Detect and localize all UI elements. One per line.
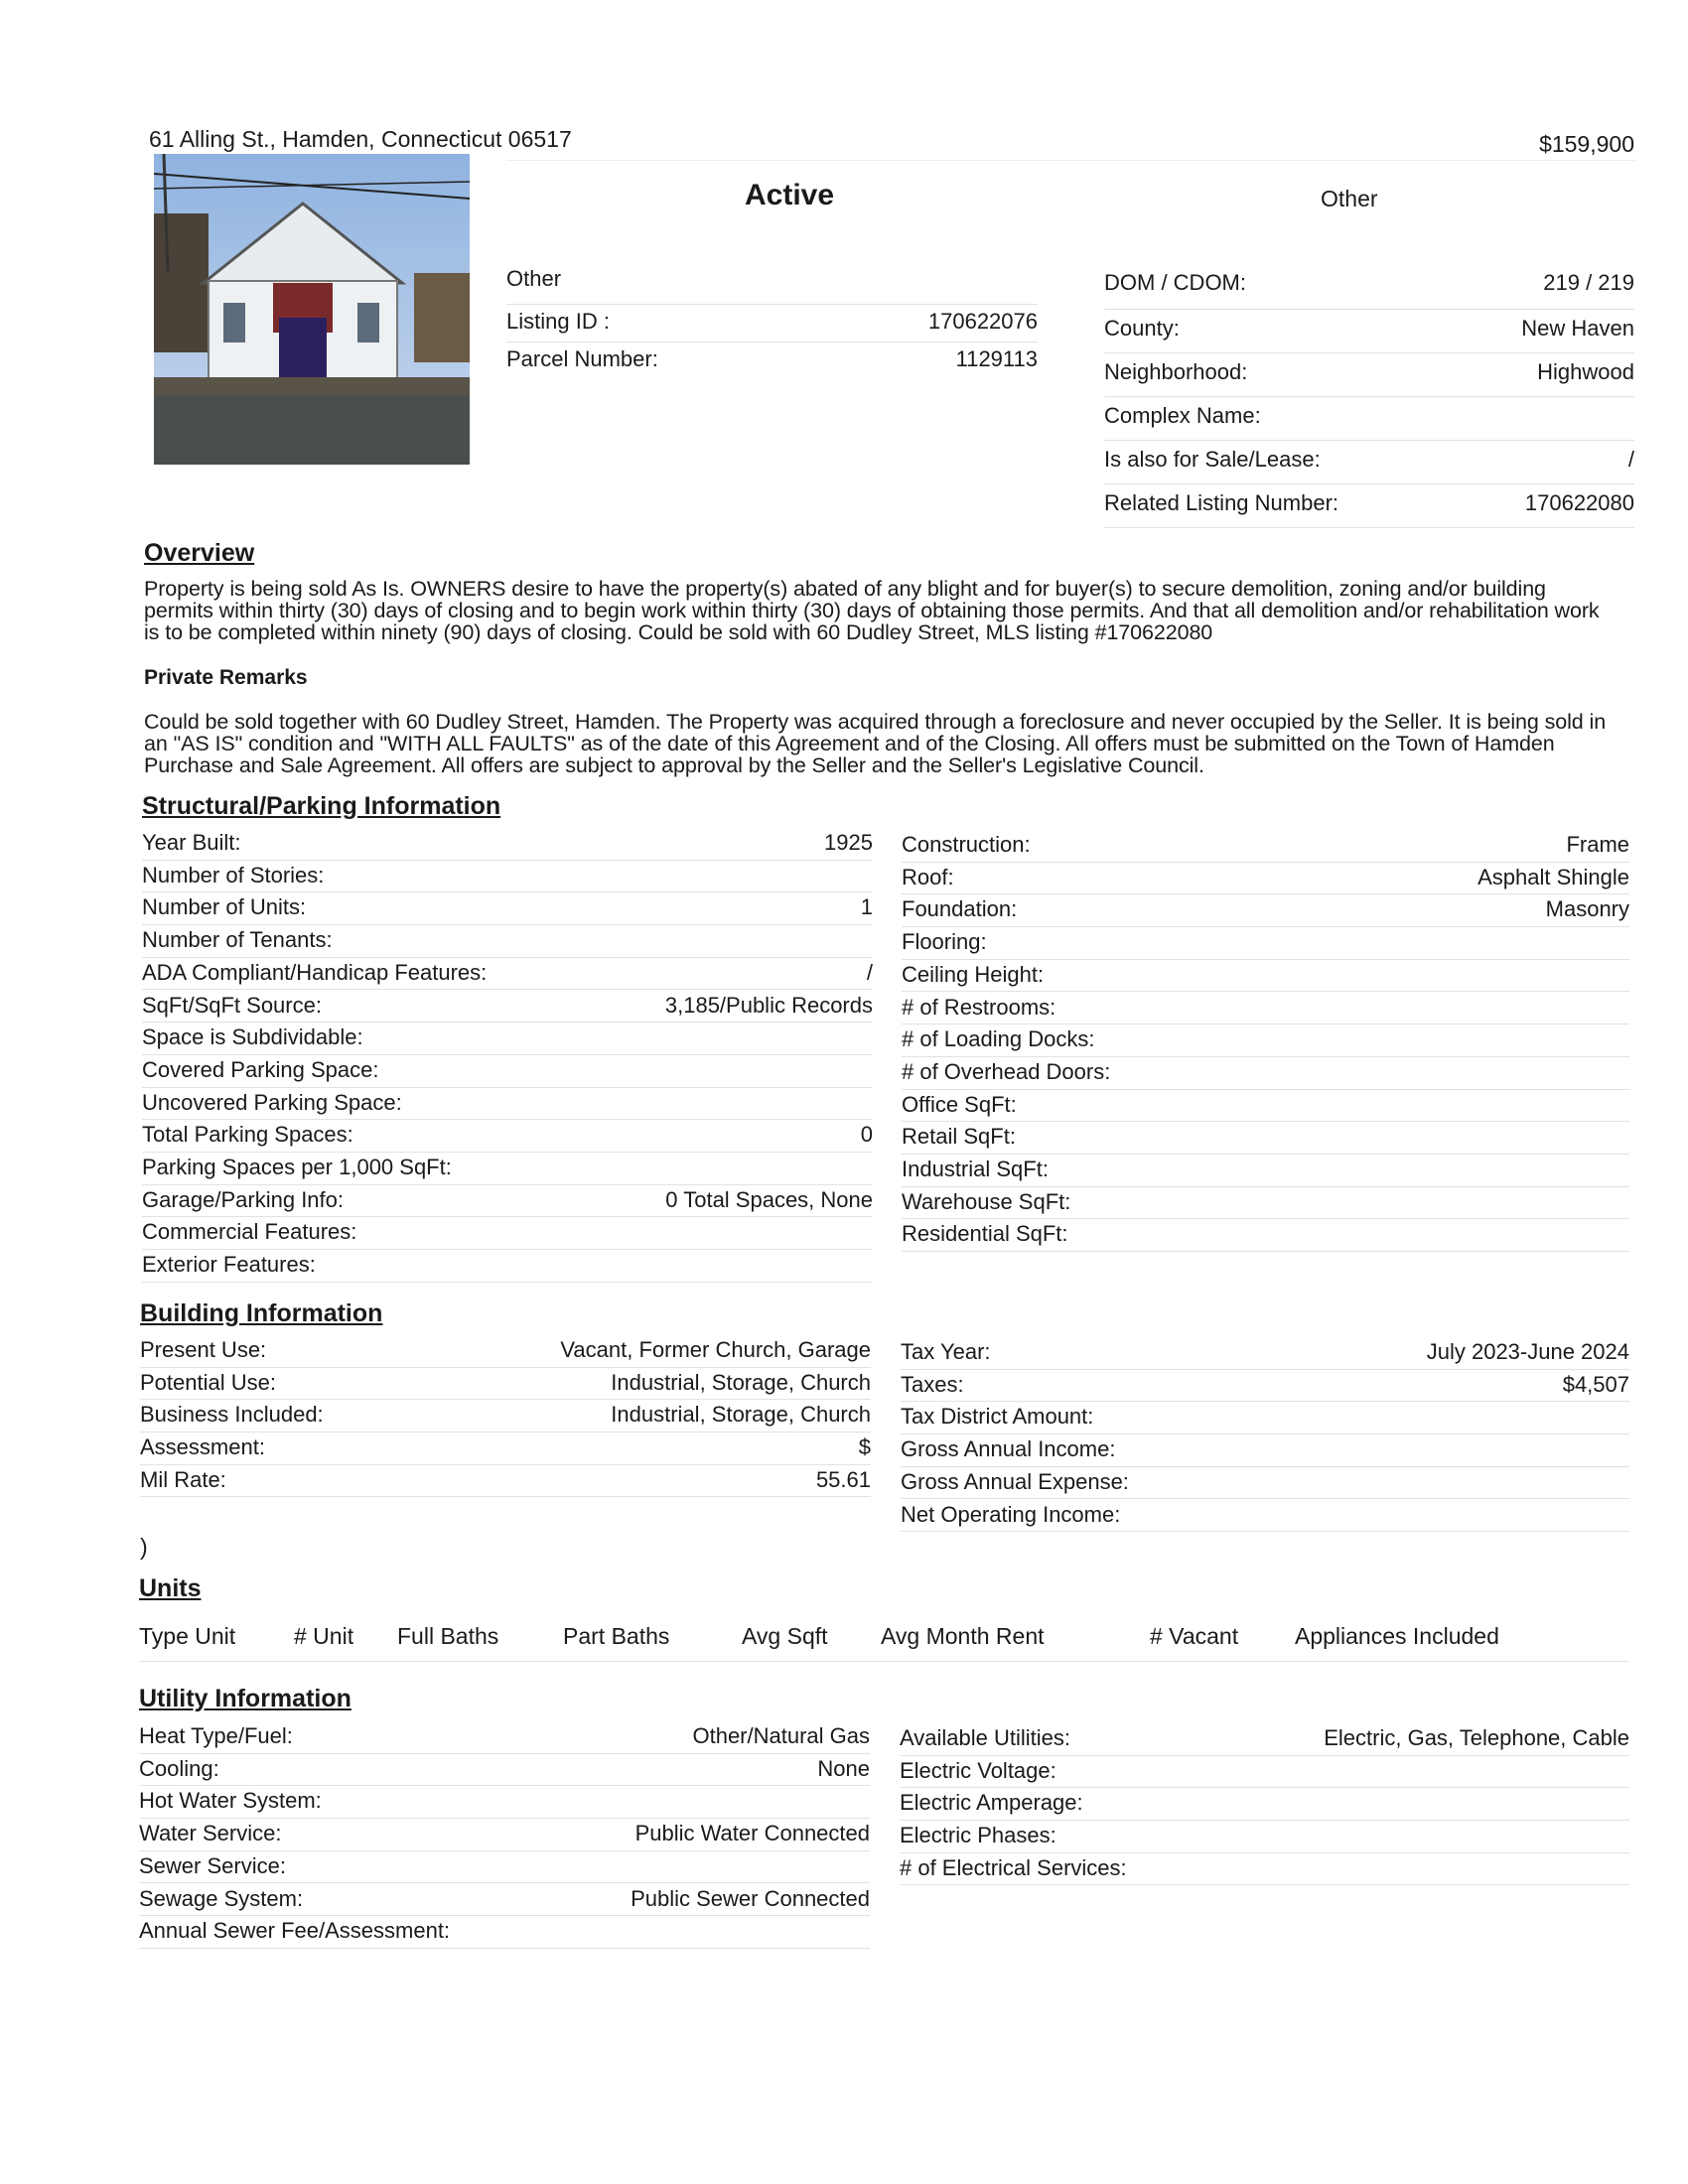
detail-row — [142, 1185, 873, 1218]
detail-label: # of Electrical Services: — [900, 1854, 1127, 1880]
detail-row — [901, 1370, 1629, 1403]
detail-label: Water Service: — [139, 1821, 282, 1846]
detail-row — [902, 894, 1629, 927]
detail-value: 1 — [860, 894, 873, 920]
header-divider — [506, 160, 1636, 161]
status-badge: Active — [745, 179, 835, 211]
summary-label: DOM / CDOM: — [1104, 270, 1246, 295]
summary-label: Complex Name: — [1104, 403, 1261, 428]
detail-label: Flooring: — [902, 929, 987, 955]
detail-label: Assessment: — [140, 1434, 265, 1460]
listing-price: $159,900 — [1539, 131, 1634, 157]
units-col-appliances: Appliances Included — [1295, 1623, 1499, 1649]
detail-row — [902, 1024, 1629, 1057]
summary-row — [1104, 310, 1634, 353]
units-col-part-baths: Part Baths — [563, 1623, 670, 1649]
detail-label: # of Loading Docks: — [902, 1026, 1095, 1052]
detail-value: Other/Natural Gas — [692, 1723, 870, 1748]
detail-label: Construction: — [902, 832, 1031, 857]
detail-label: Uncovered Parking Space: — [142, 1089, 402, 1115]
detail-label: Retail SqFt: — [902, 1124, 1016, 1150]
detail-label: Electric Phases: — [900, 1823, 1056, 1848]
units-title: Units — [139, 1574, 202, 1602]
summary-label: County: — [1104, 316, 1180, 341]
structural-title: Structural/Parking Information — [142, 792, 501, 820]
detail-label: Mil Rate: — [140, 1466, 226, 1492]
detail-value: Asphalt Shingle — [1477, 864, 1629, 889]
detail-label: # of Overhead Doors: — [902, 1058, 1111, 1084]
detail-value: $ — [858, 1434, 871, 1460]
units-col-avg-month-rent: Avg Month Rent — [881, 1623, 1045, 1649]
detail-label: Electric Voltage: — [900, 1757, 1056, 1783]
detail-row — [142, 1055, 873, 1088]
detail-label: Gross Annual Income: — [901, 1436, 1116, 1462]
detail-label: Potential Use: — [140, 1369, 276, 1395]
units-col-full-baths: Full Baths — [397, 1623, 499, 1649]
detail-row — [139, 1754, 870, 1787]
detail-label: Parking Spaces per 1,000 SqFt: — [142, 1155, 452, 1179]
detail-value: 55.61 — [815, 1466, 871, 1492]
summary-value: / — [1627, 447, 1634, 472]
detail-row — [139, 1884, 870, 1917]
detail-label: # of Restrooms: — [902, 994, 1056, 1020]
detail-row — [901, 1402, 1629, 1434]
detail-label: Net Operating Income: — [901, 1501, 1121, 1527]
overview-title: Overview — [144, 539, 255, 567]
detail-label: Cooling: — [139, 1755, 219, 1781]
detail-value: Industrial, Storage, Church — [611, 1369, 871, 1395]
stray-mark: ) — [140, 1534, 148, 1560]
detail-row — [900, 1853, 1629, 1886]
detail-label: Number of Stories: — [142, 862, 325, 887]
detail-value: / — [866, 959, 873, 985]
detail-row — [142, 1217, 873, 1250]
units-header — [139, 1623, 1628, 1662]
detail-value: 3,185/Public Records — [664, 992, 873, 1018]
detail-row — [900, 1788, 1629, 1821]
detail-row — [902, 863, 1629, 895]
summary-value: 219 / 219 — [1543, 270, 1634, 295]
summary-label: Parcel Number: — [506, 346, 658, 371]
detail-label: Annual Sewer Fee/Assessment: — [139, 1918, 451, 1944]
detail-row — [142, 991, 873, 1024]
detail-label: Sewer Service: — [139, 1852, 286, 1878]
summary-subtype: Other — [506, 266, 562, 291]
detail-value: $4,507 — [1562, 1371, 1629, 1397]
detail-row — [902, 1122, 1629, 1155]
parcel-number-value: 1129113 — [955, 346, 1038, 371]
property-type: Other — [1321, 186, 1378, 211]
summary-row — [506, 342, 1038, 380]
summary-row — [1104, 397, 1634, 441]
detail-row — [140, 1433, 871, 1465]
detail-row — [902, 1090, 1629, 1123]
summary-label: Neighborhood: — [1104, 359, 1248, 384]
utility-title: Utility Information — [139, 1685, 352, 1712]
summary-row — [1104, 353, 1634, 397]
detail-row — [901, 1467, 1629, 1500]
detail-row — [142, 1088, 873, 1121]
detail-value: Vacant, Former Church, Garage — [560, 1337, 871, 1362]
detail-label: Residential SqFt: — [902, 1221, 1068, 1247]
detail-row — [139, 1721, 870, 1754]
detail-label: Available Utilities: — [900, 1725, 1071, 1750]
detail-row — [902, 1219, 1629, 1252]
detail-label: Heat Type/Fuel: — [139, 1723, 293, 1748]
private-remarks-title: Private Remarks — [144, 666, 308, 689]
overview-text: Property is being sold As Is. OWNERS desire to have the property(s) abated of any blight and for buyer(s) to secure demolition, zoning and/or building permits within thirty (30) days of closing and to begin work within thirty (30) days of obtaining those permits. And that all demolition and/or rehabilitation work is to be completed within ninety (90) days of closing. Could be sold with 60 Dudley Street, MLS listing #170622080 — [144, 577, 1600, 644]
summary-value: Highwood — [1537, 359, 1634, 384]
detail-row — [902, 993, 1629, 1025]
detail-row — [139, 1786, 870, 1819]
detail-label: Garage/Parking Info: — [142, 1186, 345, 1212]
detail-value: 0 Total Spaces, None — [665, 1186, 873, 1212]
units-col-unit-count: # Unit — [294, 1623, 354, 1649]
detail-value: 0 — [860, 1122, 873, 1148]
listing-id-value: 170622076 — [927, 309, 1038, 334]
detail-row — [902, 960, 1629, 993]
house-photo-illustration — [154, 154, 470, 465]
summary-subtype-row — [506, 266, 1038, 305]
detail-label: ADA Compliant/Handicap Features: — [142, 959, 488, 985]
detail-value: 1925 — [824, 830, 873, 855]
summary-row — [1104, 441, 1634, 484]
detail-row — [900, 1723, 1629, 1756]
detail-label: Tax District Amount: — [901, 1404, 1094, 1430]
detail-value: July 2023-June 2024 — [1426, 1339, 1629, 1364]
detail-label: Space is Subdividable: — [142, 1024, 363, 1050]
detail-row — [902, 1057, 1629, 1090]
detail-row — [901, 1500, 1629, 1533]
detail-row — [142, 1153, 873, 1185]
detail-value: Masonry — [1545, 896, 1629, 922]
detail-row — [140, 1400, 871, 1433]
detail-row — [139, 1916, 870, 1949]
detail-row — [142, 958, 873, 991]
detail-row — [140, 1368, 871, 1401]
detail-value: Public Water Connected — [634, 1821, 870, 1846]
detail-label: Ceiling Height: — [902, 961, 1045, 987]
units-col-vacant: # Vacant — [1150, 1623, 1239, 1649]
property-photo — [154, 154, 470, 465]
detail-label: Hot Water System: — [139, 1788, 322, 1814]
summary-label: Related Listing Number: — [1104, 490, 1339, 515]
detail-row — [139, 1819, 870, 1851]
detail-value: None — [817, 1755, 870, 1781]
detail-row — [900, 1821, 1629, 1853]
detail-label: Foundation: — [902, 896, 1018, 922]
detail-value: Public Sewer Connected — [631, 1885, 870, 1911]
summary-row — [1104, 266, 1634, 310]
summary-row — [506, 305, 1038, 342]
detail-label: Business Included: — [140, 1402, 324, 1428]
detail-label: Total Parking Spaces: — [142, 1122, 353, 1148]
detail-row — [142, 1120, 873, 1153]
detail-value: Electric, Gas, Telephone, Cable — [1324, 1725, 1629, 1750]
units-col-type-unit: Type Unit — [139, 1623, 236, 1649]
summary-label: Is also for Sale/Lease: — [1104, 447, 1321, 472]
detail-label: Gross Annual Expense: — [901, 1468, 1129, 1494]
detail-label: Industrial SqFt: — [902, 1157, 1049, 1181]
building-title: Building Information — [140, 1299, 383, 1327]
summary-value: New Haven — [1521, 316, 1634, 341]
detail-label: Year Built: — [142, 830, 241, 855]
units-col-avg-sqft: Avg Sqft — [742, 1623, 828, 1649]
private-remarks-text: Could be sold together with 60 Dudley Street, Hamden. The Property was acquired through a foreclosure and never occupied by the Seller. It is being sold in an "AS IS" condition and "WITH ALL FAULTS" as of the date of this Agreement and of the Closing. All offers must be submitted on the Town of Hamden Purchase and Sale Agreement. All offers are subject to approval by the Seller and the Seller's Legislative Council. — [144, 710, 1607, 777]
detail-row — [142, 828, 873, 861]
detail-row — [902, 1187, 1629, 1220]
detail-row — [142, 892, 873, 925]
detail-label: Exterior Features: — [142, 1252, 316, 1278]
detail-row — [902, 1155, 1629, 1187]
detail-row — [140, 1335, 871, 1368]
detail-label: Tax Year: — [901, 1339, 991, 1364]
detail-row — [901, 1434, 1629, 1467]
detail-value: Frame — [1566, 832, 1629, 857]
detail-row — [902, 927, 1629, 960]
detail-label: Electric Amperage: — [900, 1790, 1083, 1816]
detail-row — [142, 1023, 873, 1055]
detail-label: Office SqFt: — [902, 1091, 1017, 1117]
summary-value: 170622080 — [1524, 490, 1634, 515]
detail-label: Present Use: — [140, 1337, 267, 1362]
detail-label: SqFt/SqFt Source: — [142, 992, 322, 1018]
detail-row — [902, 830, 1629, 863]
detail-label: Number of Units: — [142, 894, 307, 920]
detail-label: Warehouse SqFt: — [902, 1188, 1071, 1214]
detail-row — [142, 925, 873, 958]
detail-label: Commercial Features: — [142, 1219, 357, 1245]
detail-label: Number of Tenants: — [142, 927, 333, 953]
detail-label: Taxes: — [901, 1371, 964, 1397]
detail-row — [140, 1465, 871, 1498]
summary-row — [1104, 484, 1634, 528]
detail-value: Industrial, Storage, Church — [611, 1402, 871, 1428]
detail-label: Covered Parking Space: — [142, 1056, 379, 1082]
detail-row — [139, 1851, 870, 1884]
summary-label: Listing ID : — [506, 309, 610, 334]
listing-address: 61 Alling St., Hamden, Connecticut 06517 — [149, 126, 572, 152]
detail-row — [142, 861, 873, 893]
detail-label: Sewage System: — [139, 1885, 304, 1911]
detail-row — [900, 1756, 1629, 1789]
detail-row — [142, 1250, 873, 1283]
detail-row — [901, 1337, 1629, 1370]
detail-label: Roof: — [902, 864, 954, 889]
